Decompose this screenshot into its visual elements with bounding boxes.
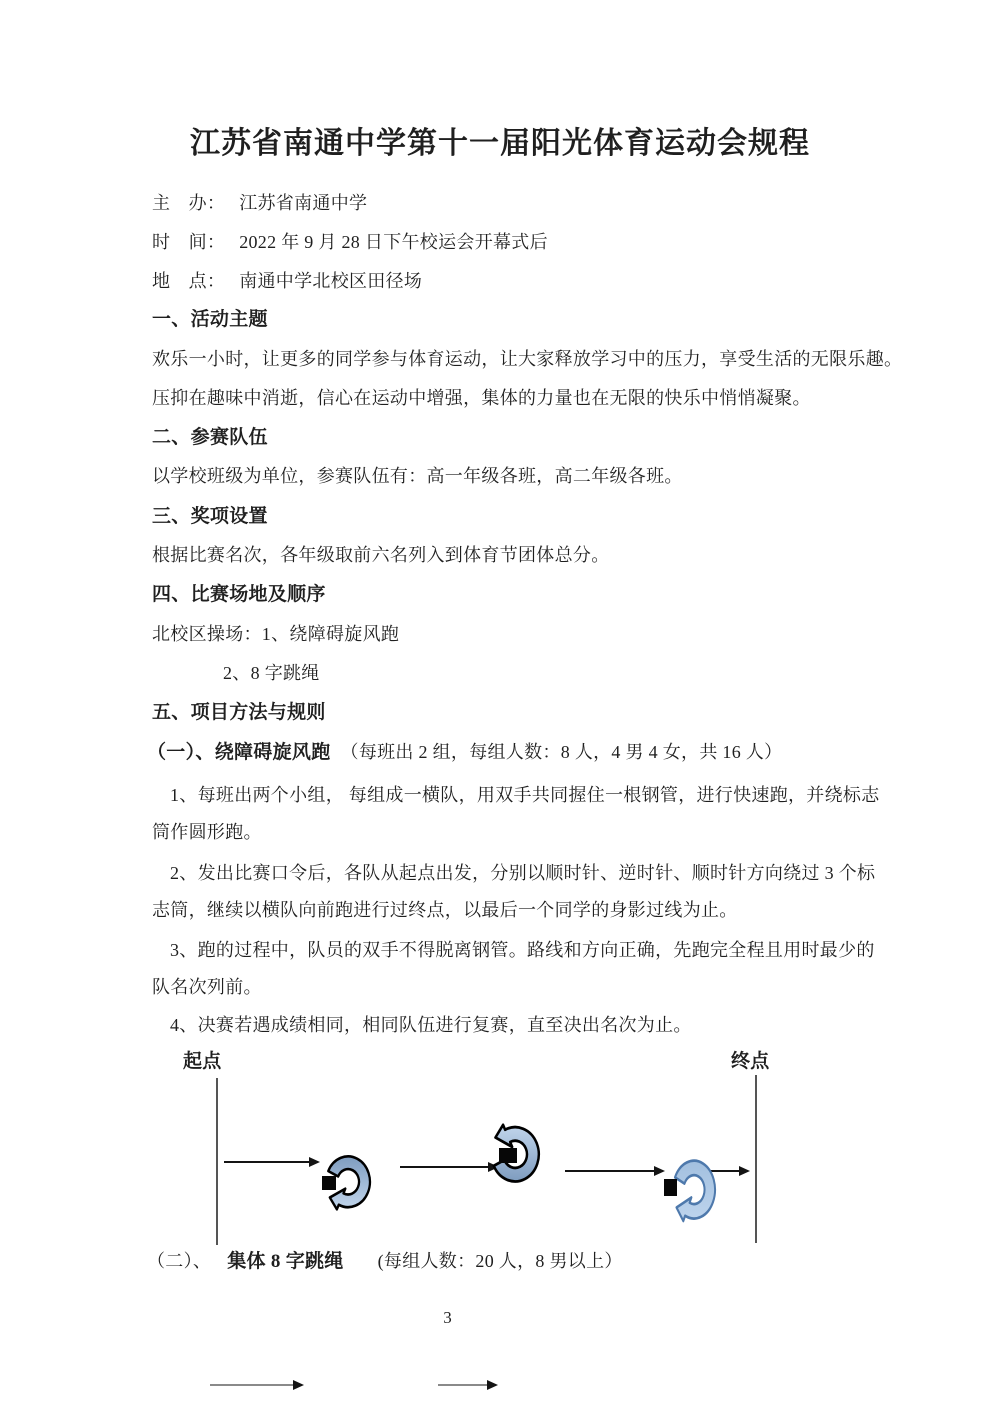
section-heading-teams: 二、参赛队伍	[152, 427, 268, 448]
finish-line	[755, 1075, 757, 1243]
event1-rule2-line2: 志筒，继续以横队向前跑进行过终点，以最后一个同学的身影过线为止。	[152, 900, 738, 920]
section-heading-awards: 三、奖项设置	[152, 506, 268, 527]
event1-rule3-line1: 3、跑的过程中，队员的双手不得脱离钢管。路线和方向正确，先跑完全程且用时最少的	[170, 940, 875, 960]
diagram-finish-label: 终点	[731, 1051, 770, 1072]
bottom-arrow-2-icon	[438, 1384, 496, 1386]
cone-marker-3-icon	[664, 1179, 677, 1196]
event1-heading-line	[147, 740, 782, 765]
meta-time-line	[152, 230, 548, 254]
event2-note: (每组人数：20 人，8 男以上）	[377, 1251, 623, 1271]
flow-arrow-3-icon	[565, 1170, 663, 1172]
event1-rule4-line: 4、决赛若遇成绩相同，相同队伍进行复赛，直至决出名次为止。	[170, 1015, 692, 1035]
event2-label: 集体 8 字跳绳	[227, 1251, 344, 1272]
meta-time-label: 时 间：	[152, 232, 226, 252]
event1-note: （每班出 2 组，每组人数：8 人，4 男 4 女，共 16 人）	[340, 742, 783, 762]
event2-heading-line	[147, 1249, 623, 1274]
flow-arrow-1-icon	[224, 1161, 318, 1163]
bottom-arrow-1-icon	[210, 1384, 302, 1386]
event1-label: （一）、绕障碍旋风跑	[147, 742, 331, 763]
page-number: 3	[443, 1308, 452, 1327]
awards-text-line: 根据比赛名次，各年级取前六名列入到体育节团体总分。	[152, 545, 610, 565]
theme-text-line-2: 压抑在趣味中消逝，信心在运动中增强，集体的力量也在无限的快乐中悄悄凝聚。	[152, 388, 811, 408]
start-line	[216, 1078, 218, 1245]
event2-prefix: （二）、	[147, 1251, 212, 1271]
event1-rule2-line1: 2、发出比赛口令后，各队从起点出发，分别以顺时针、逆时针、顺时针方向绕过 3 个标	[170, 863, 876, 883]
cone-marker-1-icon	[322, 1176, 336, 1190]
meta-host-line	[152, 191, 367, 215]
section-heading-rules: 五、项目方法与规则	[152, 702, 326, 723]
flow-arrow-2-icon	[400, 1166, 497, 1168]
diagram-start-label: 起点	[183, 1051, 222, 1072]
event1-rule1-line1: 1、每班出两个小组， 每组成一横队，用双手共同握住一根钢管，进行快速跑，并绕标志	[170, 785, 880, 805]
cone-marker-2-icon	[499, 1148, 517, 1163]
meta-host-value: 江苏省南通中学	[239, 193, 368, 213]
meta-venue-line	[152, 269, 422, 293]
theme-text-line-1: 欢乐一小时，让更多的同学参与体育运动，让大家释放学习中的压力，享受生活的无限乐趣。	[152, 349, 903, 369]
meta-time-value: 2022 年 9 月 28 日下午校运会开幕式后	[239, 232, 548, 252]
section-heading-theme: 一、活动主题	[152, 309, 268, 330]
meta-venue-value: 南通中学北校区田径场	[239, 271, 423, 291]
venue-order-line-1: 北校区操场：1、绕障碍旋风跑	[152, 624, 400, 644]
section-heading-venue-order: 四、比赛场地及顺序	[152, 584, 326, 605]
meta-host-label: 主 办：	[152, 193, 226, 213]
meta-venue-label: 地 点：	[152, 271, 226, 291]
venue-order-line-2: 2、8 字跳绳	[223, 663, 320, 683]
event1-rule1-line2: 筒作圆形跑。	[152, 822, 262, 842]
teams-text-line: 以学校班级为单位，参赛队伍有：高一年级各班，高二年级各班。	[152, 466, 683, 486]
event1-rule3-line2: 队名次列前。	[152, 977, 262, 997]
document-title: 江苏省南通中学第十一届阳光体育运动会规程	[190, 127, 810, 160]
